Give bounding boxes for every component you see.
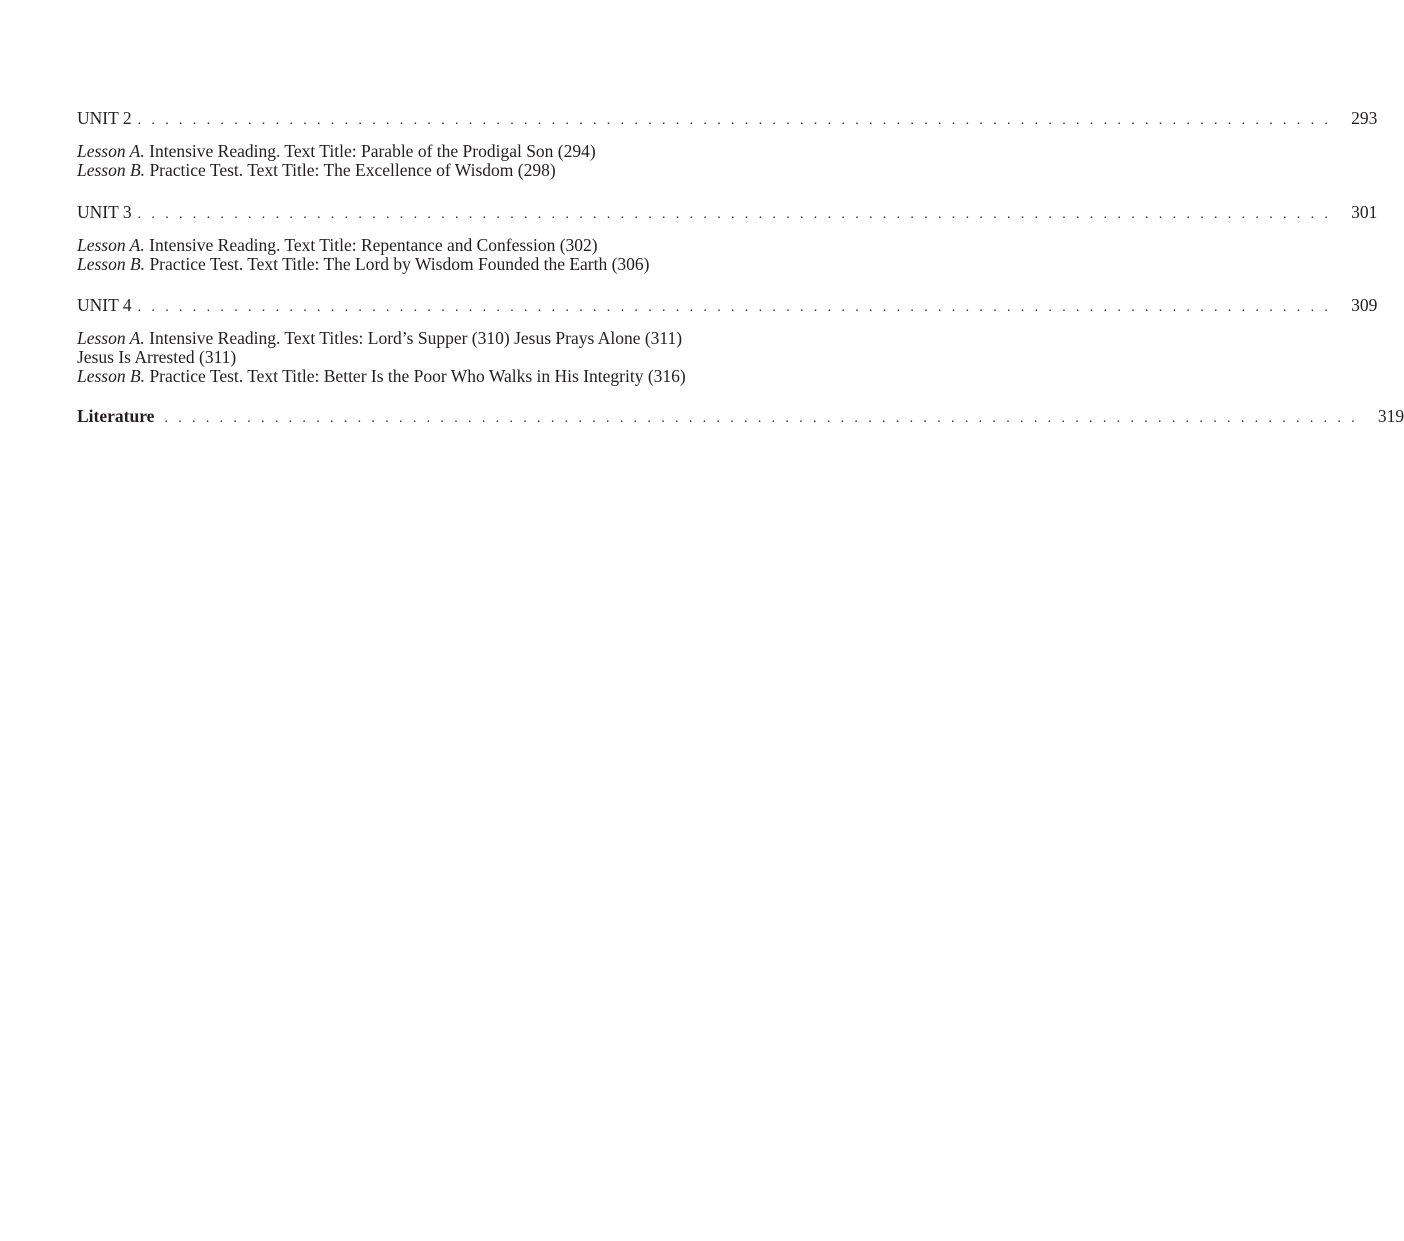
lesson-tag: Lesson B. [77,254,146,274]
dot-leader: . . . . . . . . . . . . . . . . . . . . . . . . . . . . . . . . . . . . . . . . . . . . . . . . . . . . . . . . . . . . . . . . . . . . . . . . . . . . . . . . . . . . . . . [137,207,1332,222]
lesson-entry[interactable] [77,367,707,386]
lesson-text: Practice Test. Text Title: Better Is the Poor Who Walks in His Integrity (316) [149,366,686,386]
unit-row[interactable] [77,295,1378,318]
page-number: 319 [1377,406,1404,426]
unit-row[interactable] [77,202,1378,225]
unit-title: UNIT 2 [77,108,132,128]
lesson-entry[interactable] [77,161,707,180]
toc-unit-3 [77,202,1378,274]
literature-row[interactable] [77,406,1404,429]
lesson-tag: Lesson A. [77,328,145,348]
lesson-list [77,329,707,386]
lesson-entry[interactable] [77,329,707,367]
unit-title: UNIT 3 [77,202,132,222]
lesson-text: Intensive Reading. Text Title: Parable of the Prodigal Son (294) [149,141,596,161]
lesson-text: Practice Test. Text Title: The Excellence of Wisdom (298) [149,160,556,180]
lesson-list [77,142,707,180]
lesson-tag: Lesson A. [77,235,145,255]
page-number: 309 [1351,295,1378,315]
lesson-entry[interactable] [77,236,707,255]
unit-title: UNIT 4 [77,295,132,315]
lesson-tag: Lesson A. [77,141,145,161]
page-number: 293 [1351,108,1378,128]
dot-leader: . . . . . . . . . . . . . . . . . . . . . . . . . . . . . . . . . . . . . . . . . . . . . . . . . . . . . . . . . . . . . . . . . . . . . . . . . . . . . . . . . . . . . . . [137,300,1332,315]
lesson-tag: Lesson B. [77,160,146,180]
unit-row[interactable] [77,108,1378,131]
table-of-contents [77,108,1404,429]
page-number: 301 [1351,202,1378,222]
lesson-entry[interactable] [77,142,707,161]
lesson-text: Practice Test. Text Title: The Lord by Wisdom Founded the Earth (306) [149,254,650,274]
lesson-entry[interactable] [77,255,707,274]
dot-leader: . . . . . . . . . . . . . . . . . . . . . . . . . . . . . . . . . . . . . . . . . . . . . . . . . . . . . . . . . . . . . . . . . . . . . . . . . . . . . . . . . . . . . . . [164,411,1359,426]
toc-unit-4 [77,295,1378,386]
lesson-text: Intensive Reading. Text Title: Repentance and Confession (302) [149,235,598,255]
literature-title: Literature [77,406,155,426]
dot-leader: . . . . . . . . . . . . . . . . . . . . . . . . . . . . . . . . . . . . . . . . . . . . . . . . . . . . . . . . . . . . . . . . . . . . . . . . . . . . . . . . . . . . . . . [137,113,1332,128]
toc-unit-2 [77,108,1378,180]
lesson-tag: Lesson B. [77,366,146,386]
lesson-text: Intensive Reading. Text Titles: Lord’s Supper (310) Jesus Prays Alone (311) Jesus Is Arrested (311) [77,328,683,367]
lesson-list [77,236,707,274]
